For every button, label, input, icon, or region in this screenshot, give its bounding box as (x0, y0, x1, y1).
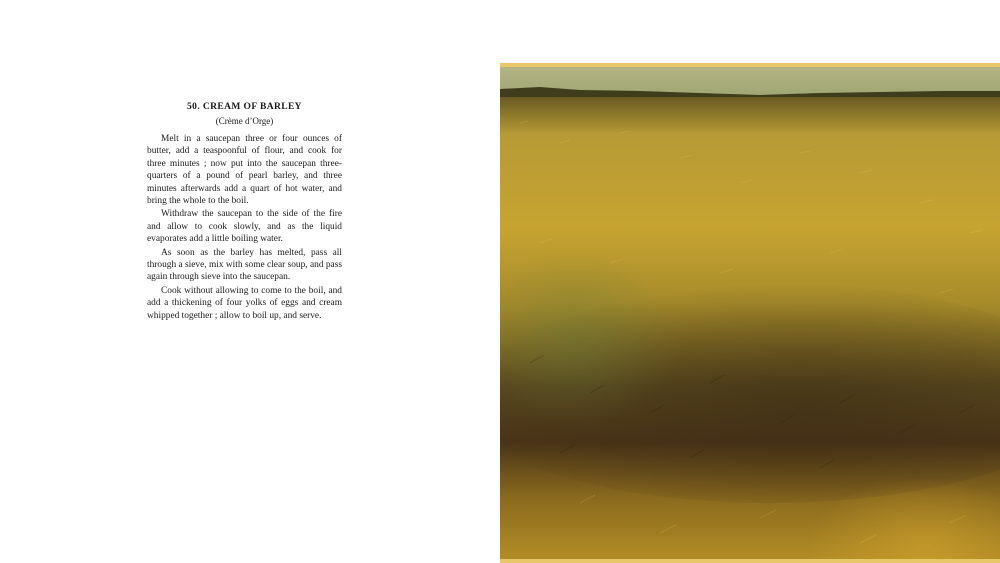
recipe-title: 50. CREAM OF BARLEY (187, 102, 302, 112)
recipe-paragraph: Cook without allowing to come to the boil, and add a thickening of four yolks of eggs and cream whipped together ; allow to boil up, and serve. (147, 285, 342, 321)
recipe-paragraph: As soon as the barley has melted, pass all through a sieve, mix with some clear soup, and pass again through sieve into the saucepan. (147, 247, 343, 283)
recipe-paragraph: Withdraw the saucepan to the side of the fire and allow to cook slowly, and as the liquid evaporates add a little boiling water. (147, 209, 342, 245)
barley-field-photo (500, 63, 1000, 563)
recipe-block (147, 101, 342, 323)
recipe-paragraph: Melt in a saucepan three or four ounces of butter, add a teaspoonful of flour, and cook for three minutes ; now put into the saucepan three-quarters of a pound of pearl barley, and three minutes afterwards add a quart of hot water, and bring the whole to the boil. (147, 134, 342, 207)
field-illustration (500, 63, 1000, 563)
recipe-subtitle: (Crème d’Orge) (215, 116, 274, 126)
